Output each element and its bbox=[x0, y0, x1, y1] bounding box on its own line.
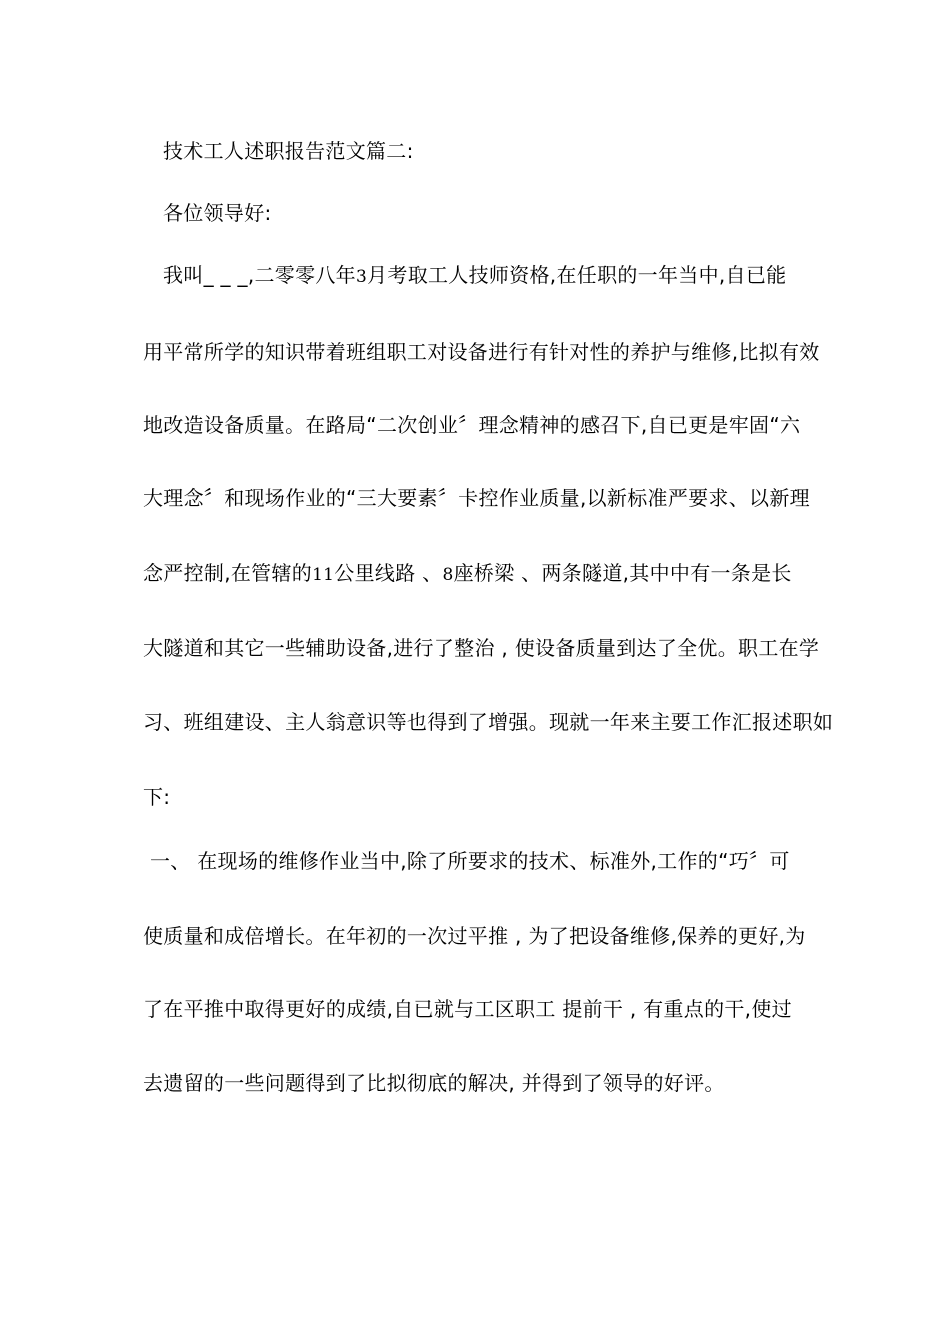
paragraph-1-line-3: 地改造设备质量。在路局“二次创业〞理念精神的感召下,自已更是牢固“六 bbox=[143, 413, 801, 437]
text-segment: 月考取工人技师资格,在任职的一年当中,自已能 bbox=[367, 263, 787, 287]
paragraph-1-line-6: 大隧道和其它一些辅助设备,进行了整治 , 使设备质量到达了全优。职工在学 bbox=[143, 636, 820, 660]
text-segment: 座桥梁 、两条隧道,其中中有一条是长 bbox=[453, 561, 792, 585]
paragraph-1-line-7: 习、班组建设、主人翁意识等也得到了增强。现就一年来主要工作汇报述职如 bbox=[143, 710, 834, 734]
text-segment: 我叫_ _ _,二零零八年 bbox=[163, 263, 356, 287]
paragraph-1-line-5 bbox=[143, 559, 813, 589]
paragraph-1-line-1 bbox=[163, 261, 833, 291]
paragraph-2-line-3: 了在平推中取得更好的成绩,自已就与工区职工 提前干 , 有重点的干,使过 bbox=[143, 997, 792, 1021]
text-segment: 念严控制,在管辖的 bbox=[143, 561, 313, 585]
month-number: 3 bbox=[355, 267, 368, 287]
km-number: 11 bbox=[312, 565, 335, 585]
paragraph-1-line-4: 大理念〞和现场作业的“三大要素〞卡控作业质量,以新标准严要求、以新理 bbox=[143, 486, 810, 510]
paragraph-1-line-8: 下: bbox=[143, 785, 171, 809]
paragraph-1-line-2: 用平常所学的知识带着班组职工对设备进行有针对性的养护与维修,比拟有效 bbox=[143, 340, 820, 364]
paragraph-2-line-1: 一、 在现场的维修作业当中,除了所要求的技术、标准外,工作的“巧〞可 bbox=[150, 849, 790, 873]
text-segment: 公里线路 、 bbox=[334, 561, 443, 585]
paragraph-2-line-2: 使质量和成倍增长。在年初的一次过平推 , 为了把设备维修,保养的更好,为 bbox=[143, 924, 806, 948]
greeting: 各位领导好: bbox=[163, 201, 272, 225]
document-title: 技术工人述职报告范文篇二: bbox=[163, 139, 414, 163]
bridge-number: 8 bbox=[442, 565, 454, 585]
paragraph-2-line-4: 去遗留的一些问题得到了比拟彻底的解决, 并得到了领导的好评。 bbox=[143, 1071, 725, 1095]
